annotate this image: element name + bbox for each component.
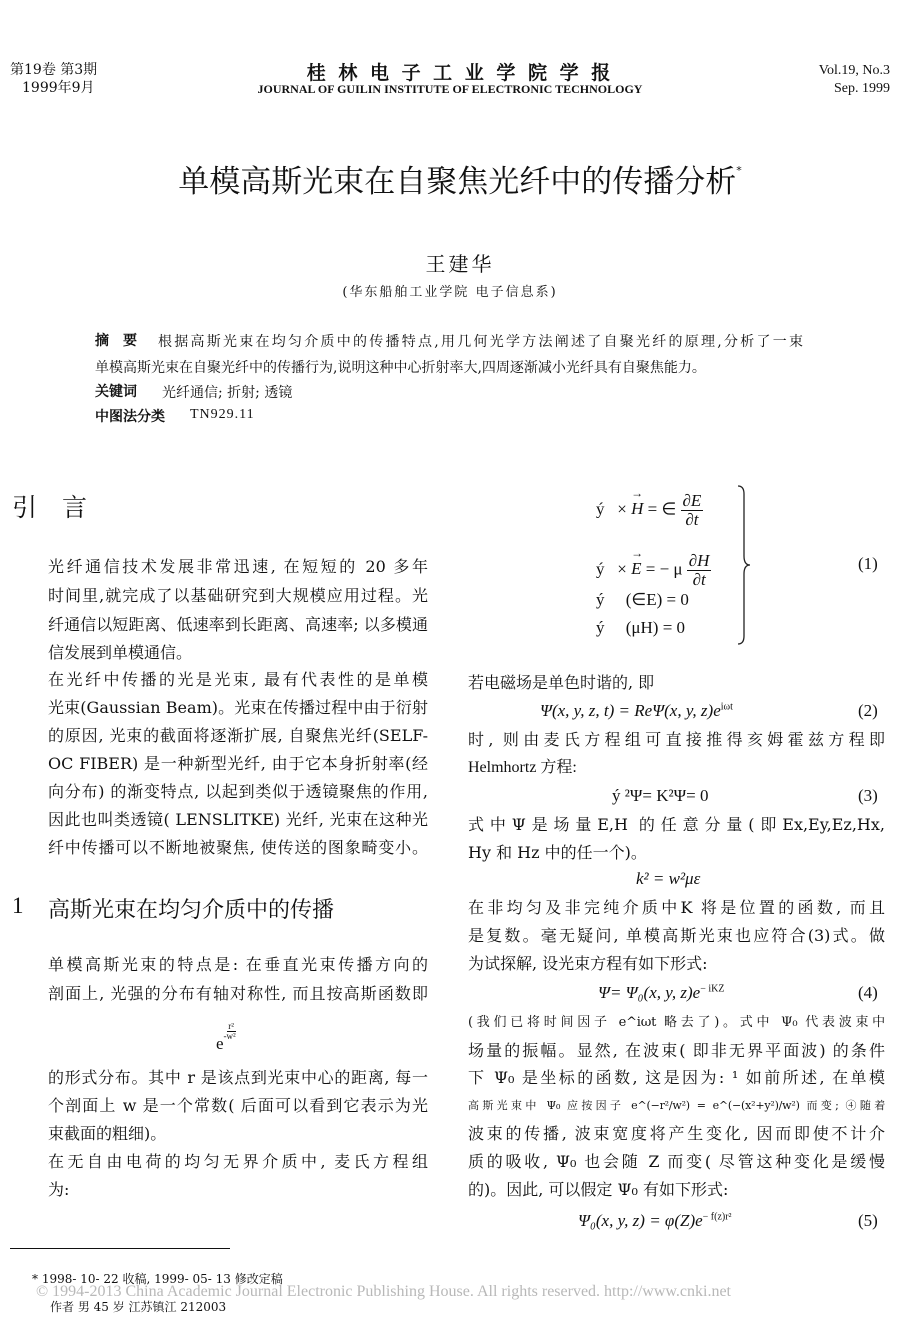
frac-den: ∂t [685, 510, 699, 529]
paragraph-line: 因此也叫类透镜( LENSLITKE) 光纤, 光束在这种光 [48, 810, 428, 829]
paragraph-line: 式中Ψ是场量E,H 的任意分量(即Ex,Ey,Ez,Hx, [468, 815, 885, 834]
copyright-watermark: © 1994-2013 China Academic Journal Electronic Publishing House. All rights reserved. http://www.cnki.net [36, 1283, 731, 1300]
abstract-label: 摘 要 [95, 333, 137, 349]
equation-number: (1) [858, 554, 878, 573]
volume-issue-en: Vol.19, No.3 [818, 63, 890, 78]
maxwell-eq-row-2 [596, 552, 711, 589]
paragraph-line: 时间里,就完成了以基础研究到大规模应用过程。光 [48, 586, 428, 605]
title-text: 单模高斯光束在自聚焦光纤中的传播分析 [178, 164, 737, 200]
paragraph-line: 的形式分布。其中 r 是该点到光束中心的距离, 每一 [48, 1068, 428, 1087]
equation-number: (3) [858, 786, 878, 805]
keywords: 光纤通信; 折射; 透镜 [162, 385, 293, 401]
eq-text: Ψ₀(x, y, z) = φ(Z)e [578, 1211, 703, 1230]
paragraph-line: 的原因, 光束的截面将逐渐扩展, 自聚焦光纤(SELF- [48, 726, 428, 745]
rhs: = ∈ [647, 499, 677, 519]
paragraph-line: 单模高斯光束的特点是: 在垂直光束传播方向的 [48, 955, 428, 974]
gaussian-expression [216, 1022, 236, 1054]
equation-number: (4) [858, 983, 878, 1002]
maxwell-eq-row-1 [596, 492, 703, 529]
paragraph-line: Helmhortz 方程: [468, 759, 577, 776]
nabla-symbol: ý [596, 559, 605, 579]
paragraph-line: 若电磁场是单色时谐的, 即 [468, 673, 655, 692]
paragraph-line: 在无自由电荷的均匀无界介质中, 麦氏方程组 [48, 1152, 428, 1171]
paragraph-line: 个剖面上 w 是一个常数( 后面可以看到它表示为光 [48, 1096, 428, 1115]
equation-5 [578, 1211, 732, 1231]
equation-k: k² = w²με [636, 869, 701, 888]
brace-symbol [736, 484, 752, 646]
journal-title-en: JOURNAL OF GUILIN INSTITUTE OF ELECTRONIC TECHNOLOGY [257, 82, 643, 96]
eq-text: (∈E) = 0 [625, 590, 689, 609]
journal-title-cn: 桂 林 电 子 工 业 学 院 学 报 [306, 62, 614, 84]
intro-heading: 引 言 [12, 493, 88, 522]
paragraph-line: 为: [48, 1180, 70, 1199]
paragraph-line: 时, 则由麦氏方程组可直接推得亥姆霍兹方程即 [468, 730, 885, 749]
date-en: Sep. 1999 [834, 81, 890, 96]
partial-fraction [687, 552, 712, 589]
eq-sup: − f(z)r² [702, 1211, 732, 1223]
paragraph-line: 在光纤中传播的光是光束, 最有代表性的是单模 [48, 670, 428, 689]
date-cn: 1999年9月 [22, 80, 95, 96]
equation-4 [598, 983, 724, 1003]
nabla-symbol: ý [596, 590, 605, 609]
equation-number: (5) [858, 1211, 878, 1230]
frac-num: ∂E [682, 491, 702, 510]
frac-num: ∂H [688, 551, 710, 570]
paragraph-line: Hy 和 Hz 中的任一个)。 [468, 843, 647, 862]
exp-base: e [216, 1034, 224, 1053]
equation-number: (2) [858, 701, 878, 720]
exp-num: r² [228, 1021, 234, 1031]
paragraph-line: 波束的传播, 波束宽度将产生变化, 因而即使不计介 [468, 1124, 885, 1143]
exp-power [224, 1022, 236, 1041]
paragraph-line: 在非均匀及非完纯介质中K 将是位置的函数, 而且 [468, 898, 885, 917]
maxwell-eq-row-3 [596, 590, 689, 610]
paragraph-line: 向分布) 的渐变特点, 以起到类似于透镜聚焦的作用, [48, 782, 428, 801]
paragraph-line: 纤通信以短距离、低速率到长距离、高速率; 以多模通 [48, 615, 428, 634]
rhs: = − μ [645, 559, 683, 579]
nabla-symbol: ý [596, 499, 605, 519]
maxwell-eq-row-4 [596, 618, 685, 638]
exp-sign: - [223, 1031, 227, 1041]
partial-fraction [681, 492, 704, 529]
title-footnote-mark: * [736, 164, 742, 177]
vector-h: → H [631, 499, 643, 519]
abstract-line: 根据高斯光束在均匀介质中的传播特点,用几何光学方法阐述了自聚光纤的原理,分析了一束 [158, 334, 803, 350]
paragraph-line: 剖面上, 光强的分布有轴对称性, 而且按高斯函数即 [48, 984, 428, 1003]
cross-op: × [617, 559, 627, 579]
affiliation: (华东船舶工业学院 电子信息系) [342, 285, 558, 300]
section-heading: 高斯光束在均匀介质中的传播 [48, 898, 335, 923]
volume-issue-cn: 第19卷 第3期 [10, 62, 98, 78]
author-name: 王建华 [425, 252, 495, 276]
article-title [0, 156, 920, 201]
abstract-line: 单模高斯光束在自聚光纤中的传播行为,说明这种中心折射率大,四周逐渐减小光纤具有自聚焦能力。 [95, 360, 706, 376]
classification-value: TN929.11 [190, 407, 255, 422]
vector-e: → E [631, 559, 641, 579]
equation-2 [540, 701, 733, 721]
eq-sup: − iKZ [700, 983, 725, 995]
paragraph-line: 为试探解, 设光束方程有如下形式: [468, 954, 708, 973]
paragraph-line: 场量的振幅。显然, 在波束( 即非无界平面波) 的条件 [468, 1041, 885, 1060]
paragraph-line: 信发展到单模通信。 [48, 643, 193, 662]
footnote-author: 作者 男 45 岁 江苏镇江 212003 [50, 1300, 227, 1314]
eq-sup: iωt [720, 701, 733, 713]
eq-text: Ψ(x, y, z, t) = ReΨ(x, y, z)e [540, 701, 721, 720]
paragraph-line: (我们已将时间因子 e^iωt 略去了)。式中 Ψ₀ 代表波束中 [468, 1015, 885, 1030]
footnote-divider [10, 1248, 230, 1249]
footnote-received: * 1998- 10- 22 收稿, 1999- 05- 13 修改定稿 [32, 1272, 283, 1286]
paragraph-line: 是复数。毫无疑问, 单模高斯光束也应符合(3)式。做 [468, 926, 885, 945]
paragraph-line: 纤中传播可以不断地被聚焦, 使传送的图象畸变小。 [48, 838, 428, 857]
nabla-symbol: ý [596, 618, 605, 637]
section-number: 1 [12, 893, 24, 918]
equation-3: ý ²Ψ= K²Ψ= 0 [612, 786, 709, 805]
paragraph-line: OC FIBER) 是一种新型光纤, 由于它本身折射率(经 [48, 754, 428, 773]
paragraph-line: 光束(Gaussian Beam)。光束在传播过程中由于衍射 [48, 698, 428, 717]
paragraph-line: 下 Ψ₀ 是坐标的函数, 这是因为: ¹ 如前所述, 在单模 [468, 1068, 885, 1087]
exp-den: w² [226, 1031, 236, 1041]
paragraph-line: 质的吸收, Ψ₀ 也会随 Z 而变( 尽管这种变化是缓慢 [468, 1152, 885, 1171]
paragraph-line: 光纤通信技术发展非常迅速, 在短短的 20 多年 [48, 557, 428, 576]
keywords-label: 关键词 [95, 384, 137, 400]
frac-den: ∂t [692, 570, 706, 589]
paragraph-line: 的)。因此, 可以假定 Ψ₀ 有如下形式: [468, 1180, 729, 1199]
classification-label: 中图法分类 [95, 409, 165, 425]
paragraph-line: 束截面的粗细)。 [48, 1124, 167, 1143]
eq-text: Ψ= Ψ₀(x, y, z)e [598, 983, 701, 1002]
paragraph-line: 高斯光束中 Ψ₀ 应按因子 e^(−r²/w²) = e^(−(x²+y²)/w²) 而变; ④随着 [468, 1099, 885, 1112]
cross-op: × [617, 499, 627, 519]
eq-text: (μH) = 0 [625, 618, 686, 637]
